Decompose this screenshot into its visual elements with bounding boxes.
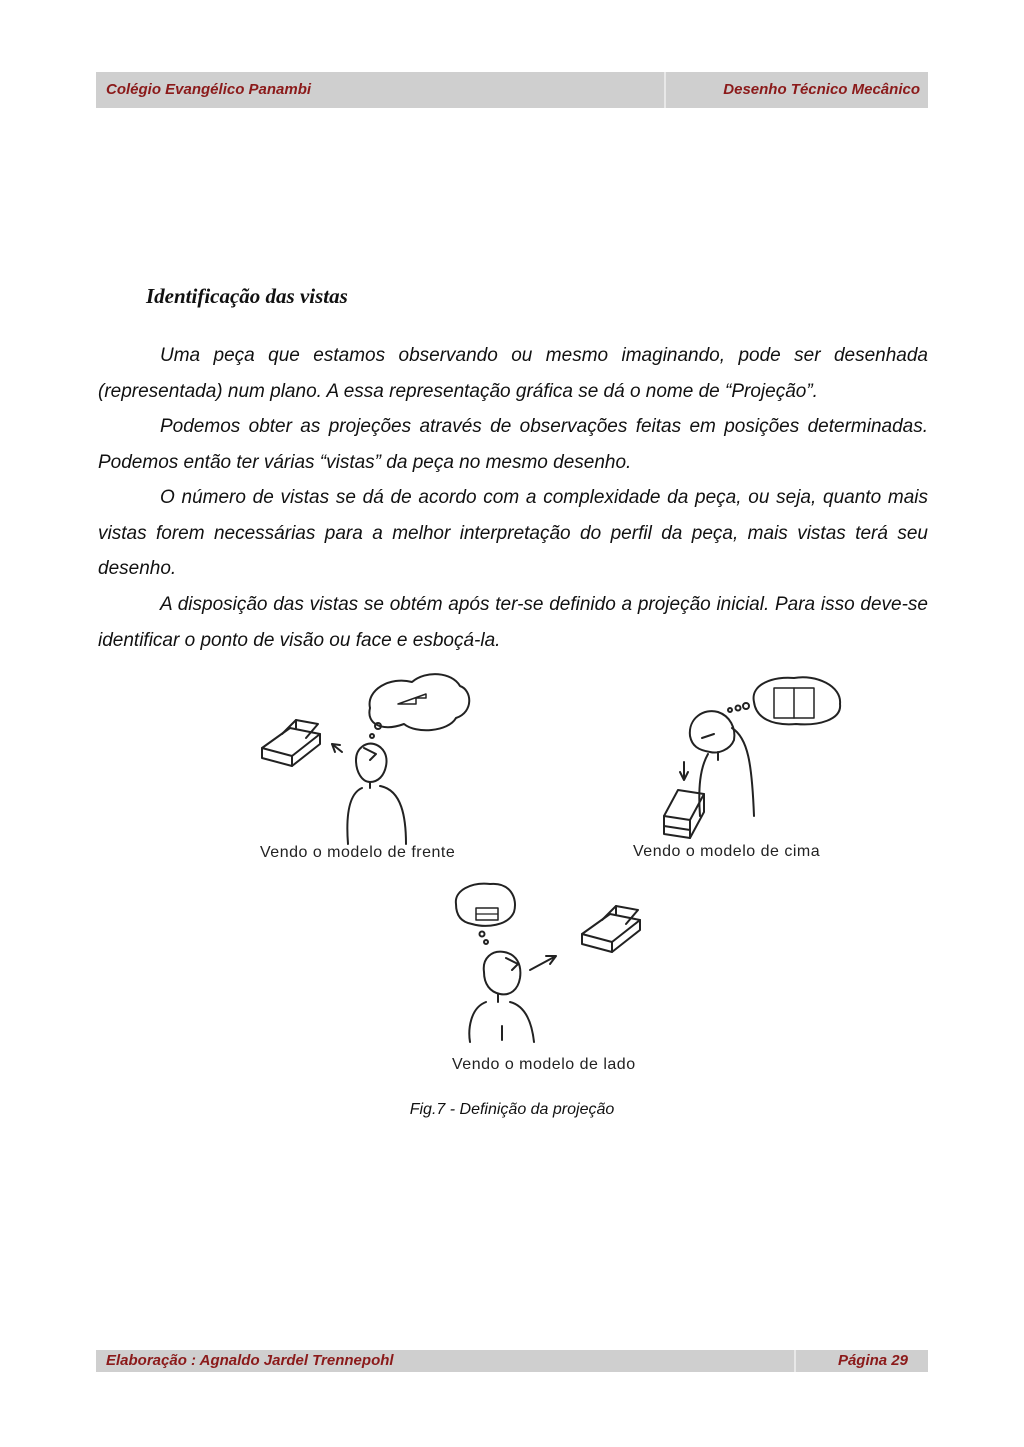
top-person-icon — [690, 711, 754, 816]
header-school: Colégio Evangélico Panambi — [106, 81, 312, 98]
top-view-group — [664, 677, 840, 838]
front-block-icon — [262, 720, 320, 766]
paragraph-4: A disposição das vistas se obtém após ter-se definido a projeção inicial. Para isso deve-se identificar o ponto de visão ou face e esboçá-la. — [98, 594, 928, 651]
side-thought-bubble — [456, 884, 515, 944]
figure-caption: Fig.7 - Definição da projeção — [409, 1101, 615, 1118]
side-block-icon — [582, 906, 640, 952]
page-number: Página 29 — [837, 1352, 908, 1369]
paragraph-1: Uma peça que estamos observando ou mesmo imaginando, pode ser desenhada (representada) num plano. A essa representação gráfica se dá o nome de “Projeção”. — [98, 345, 928, 402]
label-top-view: Vendo o modelo de cima — [633, 843, 821, 860]
front-view-group — [262, 674, 469, 844]
front-person-icon — [347, 744, 406, 844]
side-view-group — [456, 884, 640, 1042]
projection-illustration — [220, 668, 880, 1084]
paragraph-3: O número de vistas se dá de acordo com a complexidade da peça, ou seja, quanto mais vistas forem necessárias para a melhor interpretação do perfil da peça, mais vistas terá seu desenho. — [98, 487, 928, 579]
footer-divider — [794, 1350, 796, 1372]
label-front-view: Vendo o modelo de frente — [260, 844, 456, 861]
front-arrow-icon — [332, 744, 342, 752]
header-divider — [664, 72, 666, 108]
page-footer — [96, 1350, 928, 1372]
page-header — [96, 72, 928, 108]
label-side-view: Vendo o modelo de lado — [452, 1056, 636, 1073]
footer-author: Elaboração : Agnaldo Jardel Trennepohl — [106, 1352, 394, 1369]
section-title: Identificação das vistas — [146, 284, 348, 308]
side-person-icon — [469, 952, 534, 1042]
front-thought-bubble — [369, 674, 469, 738]
top-arrow-icon — [680, 762, 688, 780]
projection-figure — [220, 668, 880, 1084]
paragraph-2: Podemos obter as projeções através de observações feitas em posições determinadas. Podemos então ter várias “vistas” da peça no mesmo desenho. — [98, 416, 928, 473]
top-block-icon — [664, 790, 704, 838]
header-course: Desenho Técnico Mecânico — [723, 81, 920, 98]
top-thought-bubble — [728, 677, 840, 724]
side-arrow-icon — [530, 956, 556, 970]
